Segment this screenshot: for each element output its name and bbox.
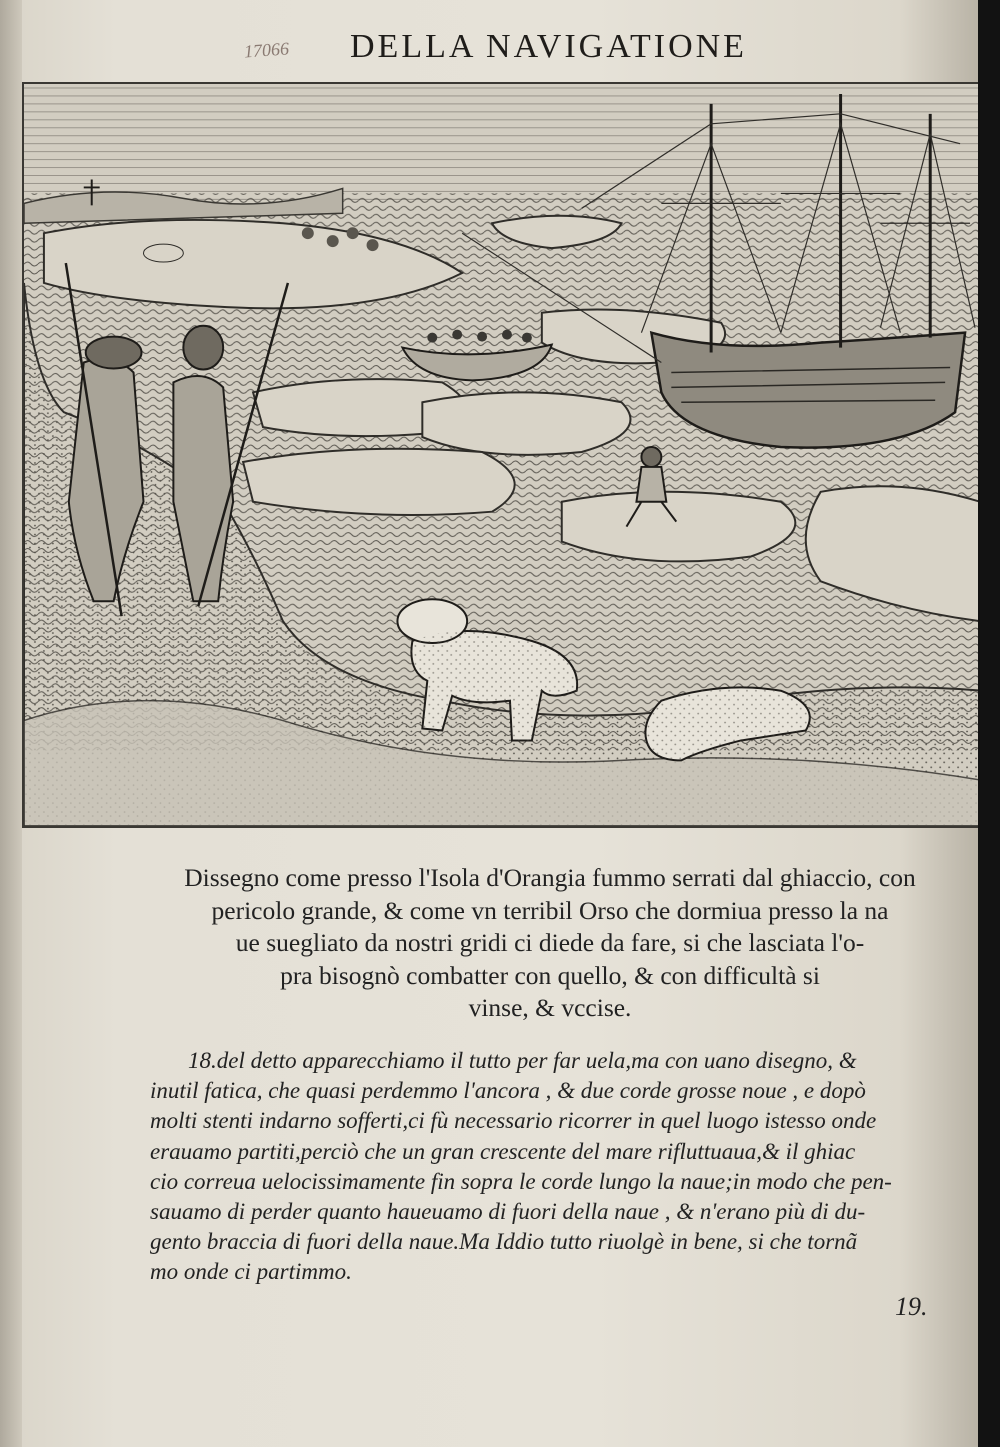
illustration-caption <box>150 862 950 1025</box>
body-paragraph <box>150 1046 950 1288</box>
page-number: 19. <box>895 1292 928 1321</box>
margin-scribble: 17066 <box>243 38 290 62</box>
engraving-ship-icebound-icon <box>24 84 978 826</box>
scan-background <box>978 0 1000 1447</box>
caption-line: Dissegno come presso l'Isola d'Orangia fummo serrati dal ghiaccio, con <box>184 863 916 892</box>
caption-line: vinse, & vccise. <box>468 993 632 1022</box>
spine-shadow <box>0 0 22 1447</box>
body-line: mo onde ci partimmo. <box>150 1259 352 1285</box>
body-line: 18.del detto apparecchiamo il tutto per far uela,ma con uano disegno, & <box>188 1048 857 1073</box>
body-line: inutil fatica, che quasi perdemmo l'ancora , & due corde grosse noue , e dopò <box>150 1078 866 1104</box>
engraving-illustration <box>22 82 978 828</box>
caption-line: pericolo grande, & come vn terribil Orso che dormiua presso la na <box>211 895 889 925</box>
caption-line: ue suegliato da nostri gridi ci diede da fare, si che lasciata l'o- <box>235 928 865 957</box>
body-line: sauamo di perder quanto haueuamo di fuori della naue , & n'erano più di du- <box>150 1199 866 1225</box>
body-line: erauamo partiti,perciò che un gran crescente del mare rifluttuaua,& il ghiac <box>150 1138 856 1164</box>
body-line: gento braccia di fuori della naue.Ma Iddio tutto riuolgè in bene, si che tornã <box>150 1229 858 1255</box>
body-line: cio correua uelocissimamente fin sopra le corde lungo la naue;in modo che pen- <box>150 1168 892 1194</box>
body-line: molti stenti indarno sofferti,ci fù necessario ricorrer in quel luogo istesso onde <box>150 1108 877 1134</box>
caption-line: pra bisognò combatter con quello, & con difficultà si <box>280 960 820 990</box>
running-head: DELLA NAVIGATIONE <box>350 28 747 65</box>
